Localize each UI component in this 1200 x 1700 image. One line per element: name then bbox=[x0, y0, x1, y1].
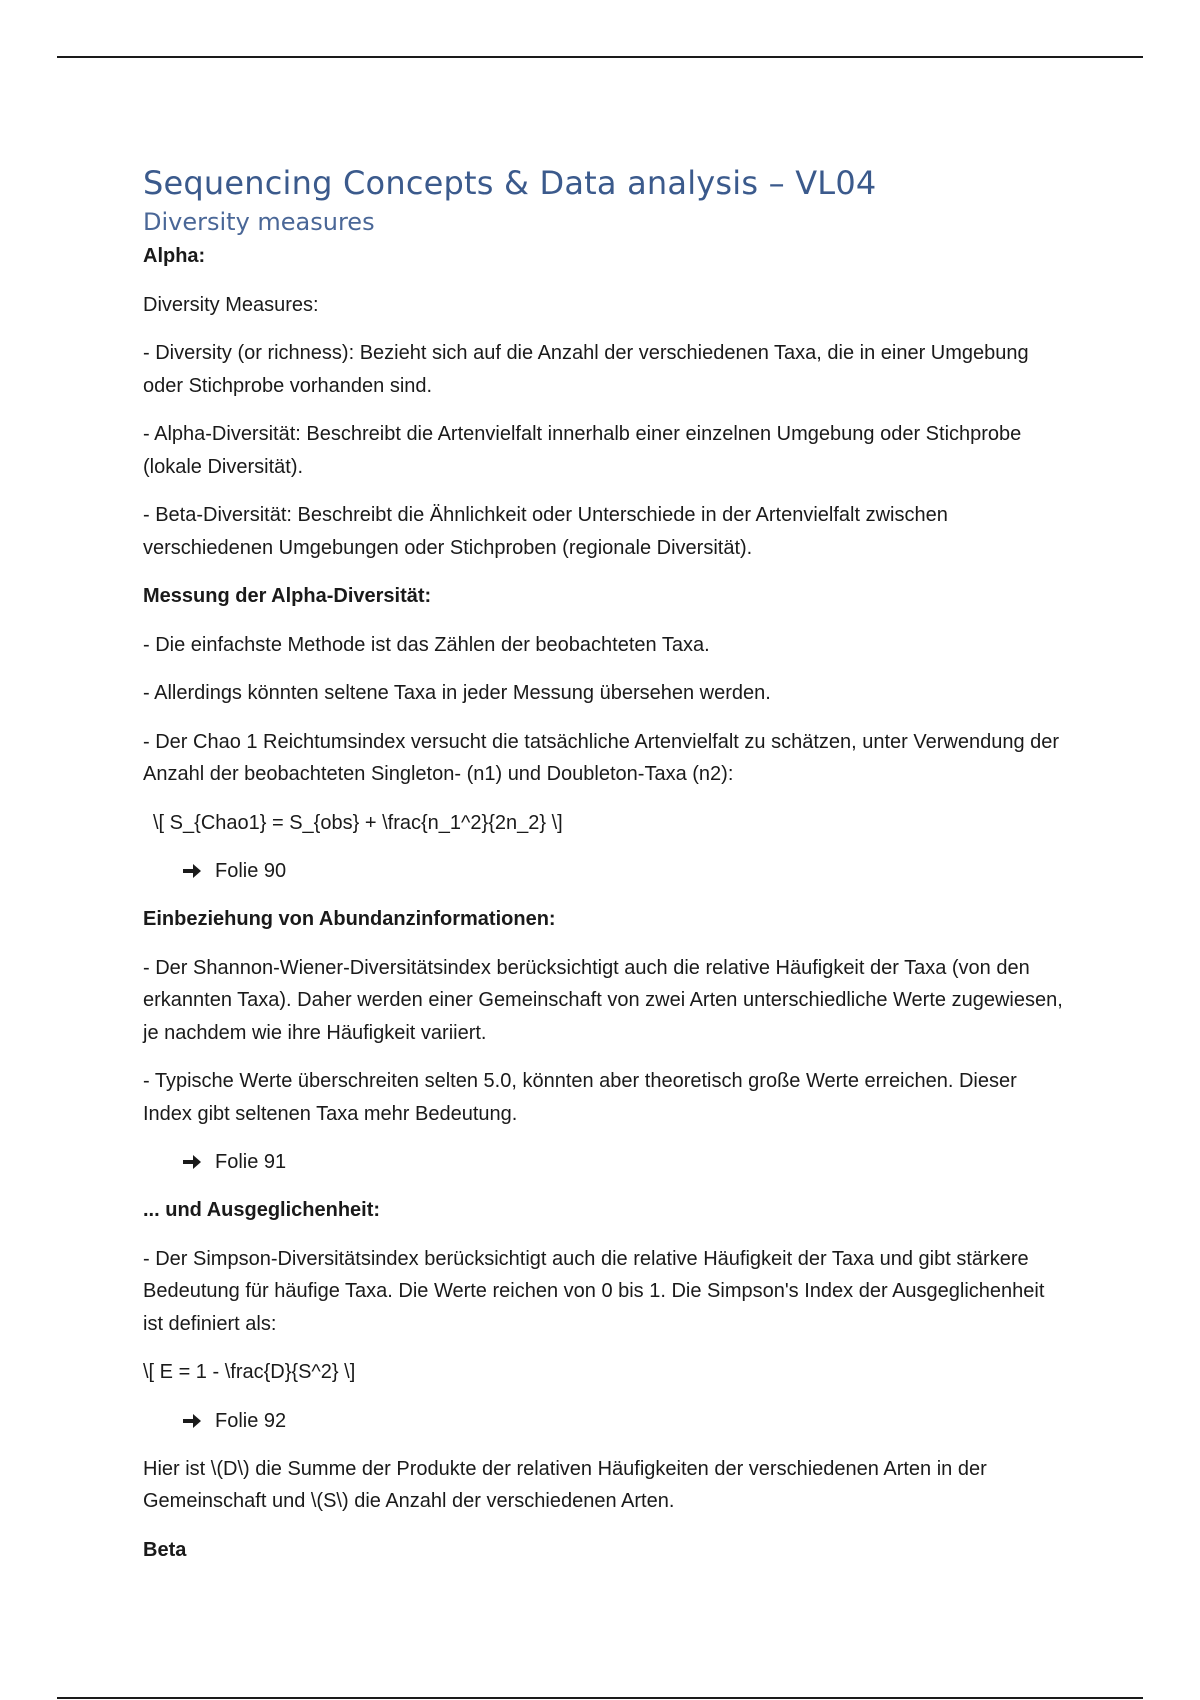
document-body bbox=[143, 162, 1063, 1582]
beta-heading: Beta bbox=[143, 1538, 187, 1561]
paragraph-einfachste: - Die einfachste Methode ist das Zählen der beobachteten Taxa. bbox=[143, 633, 710, 656]
header-rule bbox=[57, 56, 1143, 58]
heading-abundanz: Einbeziehung von Abundanzinformationen: bbox=[143, 908, 556, 930]
alpha-heading: Alpha: bbox=[143, 245, 206, 267]
document-title: Sequencing Concepts & Data analysis – VL04 bbox=[143, 164, 877, 202]
folie-92-item bbox=[181, 1405, 1063, 1437]
right-arrow-icon bbox=[181, 1411, 203, 1431]
right-arrow-icon bbox=[181, 1152, 203, 1172]
folie-90-label: Folie 90 bbox=[215, 860, 287, 882]
folie-91-label: Folie 91 bbox=[215, 1151, 287, 1173]
paragraph-hier: Hier ist \(D\) die Summe der Produkte der relativen Häufigkeiten der verschiedenen Arten in der Gemeinschaft und \(S\) die Anzahl der verschiedenen Arten. bbox=[143, 1457, 987, 1512]
formula-simpson: \[ E = 1 - \frac{D}{S^2} \] bbox=[143, 1361, 356, 1383]
heading-messung: Messung der Alpha-Diversität: bbox=[143, 585, 432, 607]
folie-92-label: Folie 92 bbox=[215, 1409, 287, 1432]
folie-90-item bbox=[181, 855, 1063, 887]
paragraph-typische: - Typische Werte überschreiten selten 5.0, könnten aber theoretisch große Werte erreichen. Dieser Index gibt seltenen Taxa mehr Bedeutung. bbox=[143, 1070, 1017, 1125]
paragraph-allerdings: - Allerdings könnten seltene Taxa in jeder Messung übersehen werden. bbox=[143, 682, 771, 704]
footer-rule bbox=[57, 1697, 1143, 1699]
paragraph-shannon: - Der Shannon-Wiener-Diversitätsindex berücksichtigt auch die relative Häufigkeit der Taxa (von den erkannten Taxa). Daher werden einer Gemeinschaft von zwei Arten unterschiedliche Werte zugewiesen, je nachdem wie ihre Häufigkeit variiert. bbox=[143, 956, 1063, 1044]
right-arrow-icon bbox=[181, 861, 203, 881]
heading-ausgeglichenheit: ... und Ausgeglichenheit: bbox=[143, 1199, 381, 1221]
formula-chao: \[ S_{Chao1} = S_{obs} + \frac{n_1^2}{2n_2} \] bbox=[153, 811, 563, 834]
folie-91-item bbox=[181, 1146, 1063, 1178]
paragraph-alpha-diversity: - Alpha-Diversität: Beschreibt die Artenvielfalt innerhalb einer einzelnen Umgebung oder Stichprobe (lokale Diversität). bbox=[143, 423, 1022, 478]
paragraph-chao: - Der Chao 1 Reichtumsindex versucht die tatsächliche Artenvielfalt zu schätzen, unter Verwendung der Anzahl der beobachteten Singleton- (n1) und Doubleton-Taxa (n2): bbox=[143, 730, 1060, 785]
section-heading-diversity-measures: Diversity measures bbox=[143, 208, 375, 236]
paragraph-simpson: - Der Simpson-Diversitätsindex berücksichtigt auch die relative Häufigkeit der Taxa und gibt stärkere Bedeutung für häufige Taxa. Die Werte reichen von 0 bis 1. Die Simpson's Index der Ausgeglichenheit ist definiert als: bbox=[143, 1247, 1045, 1335]
paragraph-beta-diversity: - Beta-Diversität: Beschreibt die Ähnlichkeit oder Unterschiede in der Artenvielfalt zwischen verschiedenen Umgebungen oder Stichproben (regionale Diversität). bbox=[143, 504, 948, 559]
paragraph-diversity: - Diversity (or richness): Bezieht sich auf die Anzahl der verschiedenen Taxa, die in einer Umgebung oder Stichprobe vorhanden sind. bbox=[143, 342, 1029, 397]
diversity-measures-label: Diversity Measures: bbox=[143, 293, 319, 316]
